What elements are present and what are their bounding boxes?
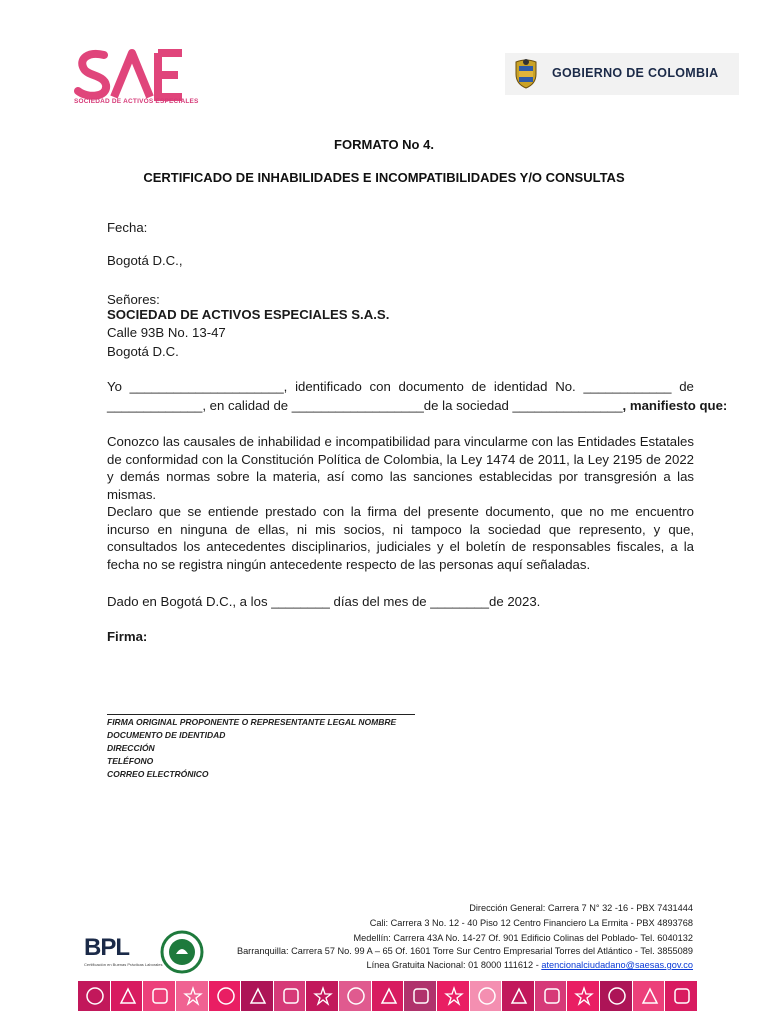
email-link[interactable]: atencionalciudadano@saesas.gov.co: [541, 960, 693, 970]
band-tile-icon: [143, 981, 175, 1011]
band-tile-icon: [470, 981, 502, 1011]
declaration-word: identificado: [295, 379, 362, 394]
name-blank: _____________________,: [129, 379, 288, 394]
declaration-ending: , manifiesto que:: [622, 398, 728, 413]
band-tile-icon: [600, 981, 632, 1011]
sae-tagline: SOCIEDAD DE ACTIVOS ESPECIALES: [74, 98, 199, 105]
band-tile-icon: [404, 981, 436, 1011]
band-tile-icon: [339, 981, 371, 1011]
signature-field-email: CORREO ELECTRÓNICO: [107, 769, 209, 779]
equipares-seal-icon: [160, 930, 204, 974]
declaration-line-2: [107, 398, 727, 413]
dado-line: Dado en Bogotá D.C., a los ________ días del mes de ________de 2023.: [107, 594, 541, 609]
document-title: FORMATO No 4.: [334, 137, 434, 152]
bpl-logo: BPL: [84, 934, 129, 961]
band-tile-icon: [306, 981, 338, 1011]
paragraph-inhabilidades: Conozco las causales de inhabilidad e incompatibilidad para vincularme con las Entidades Estatales de conformidad con la Constitución Política de Colombia, la Ley 1474 de 2011, la Ley 2195 de 2022 y demás normas sobre la materia, así como las sanciones establecidas por transgresión a las mismas.: [107, 434, 694, 502]
footer-hotline: [366, 960, 693, 970]
declaration-word: identidad: [493, 379, 548, 394]
band-tile-icon: [274, 981, 306, 1011]
recipient-address: Calle 93B No. 13-47: [107, 325, 226, 340]
signature-field-address: DIRECCIÓN: [107, 743, 155, 753]
paragraph-declaro: Declaro que se entiende prestado con la firma del presente documento, que no me encuentro incurso en ninguna de ellas, ni mis socios, ni tampoco la sociedad que represento, y que, consultados los antecedentes disciplinarios, judiciales y el boletín de responsables fiscales, a la fecha no se registra ningún antecedente respecto de las personas aquí señaladas.: [107, 504, 694, 572]
declaration-word: con: [369, 379, 391, 394]
firma-label: Firma:: [107, 629, 148, 644]
band-tile-icon: [78, 981, 110, 1011]
band-tile-icon: [633, 981, 665, 1011]
band-tile-icon: [111, 981, 143, 1011]
declaration-word: de: [471, 379, 487, 394]
footer-barranquilla: Barranquilla: Carrera 57 No. 99 A – 65 Of. 1601 Torre Sur Centro Empresarial Torres del Atlántico - Tel. 3855089: [236, 946, 693, 956]
band-tile-icon: [567, 981, 599, 1011]
footer-cali: Cali: Carrera 3 No. 12 - 40 Piso 12 Centro Financiero La Ermita - PBX 4893768: [369, 918, 693, 928]
recipient-city: Bogotá D.C.: [107, 344, 179, 359]
band-tile-icon: [209, 981, 241, 1011]
id-number-blank: ____________: [583, 379, 672, 394]
footer-medellin: Medellín: Carrera 43A No. 14-27 Of. 901 Edificio Colinas del Poblado- Tel. 6040132: [353, 933, 693, 943]
colombia-coat-of-arms-icon: [511, 58, 541, 90]
recipient-greeting: Señores:: [107, 292, 160, 307]
band-tile-icon: [372, 981, 404, 1011]
band-tile-icon: [665, 981, 697, 1011]
signature-field-name: FIRMA ORIGINAL PROPONENTE O REPRESENTANTE LEGAL NOMBRE: [107, 717, 397, 727]
declaration-word: documento: [398, 379, 464, 394]
signature-field-id: DOCUMENTO DE IDENTIDAD: [107, 730, 226, 740]
decorative-icon-band: [78, 981, 698, 1011]
declaration-line-1: [107, 379, 694, 394]
declaration-blanks: _____________, en calidad de __________________de la sociedad _______________: [107, 398, 623, 413]
signature-line: [107, 714, 415, 715]
recipient-company: SOCIEDAD DE ACTIVOS ESPECIALES S.A.S.: [107, 307, 390, 322]
band-tile-icon: [502, 981, 534, 1011]
declaration-word: No.: [555, 379, 576, 394]
bpl-subtitle: Certificación en Buenas Prácticas Laborales: [84, 962, 163, 967]
city-line: Bogotá D.C.,: [107, 253, 183, 268]
fecha-label: Fecha:: [107, 220, 148, 235]
gobierno-label: GOBIERNO DE COLOMBIA: [552, 66, 719, 80]
band-tile-icon: [535, 981, 567, 1011]
band-tile-icon: [437, 981, 469, 1011]
band-tile-icon: [241, 981, 273, 1011]
declaration-word: Yo: [107, 379, 122, 394]
hotline-text: Línea Gratuita Nacional: 01 8000 111612 -: [366, 960, 542, 970]
document-subtitle: CERTIFICADO DE INHABILIDADES E INCOMPATIBILIDADES Y/O CONSULTAS: [143, 170, 625, 185]
declaration-word: de: [679, 379, 694, 394]
footer-direccion-general: Dirección General: Carrera 7 N° 32 -16 - PBX 7431444: [469, 903, 693, 913]
band-tile-icon: [176, 981, 208, 1011]
signature-field-phone: TELÉFONO: [107, 756, 154, 766]
